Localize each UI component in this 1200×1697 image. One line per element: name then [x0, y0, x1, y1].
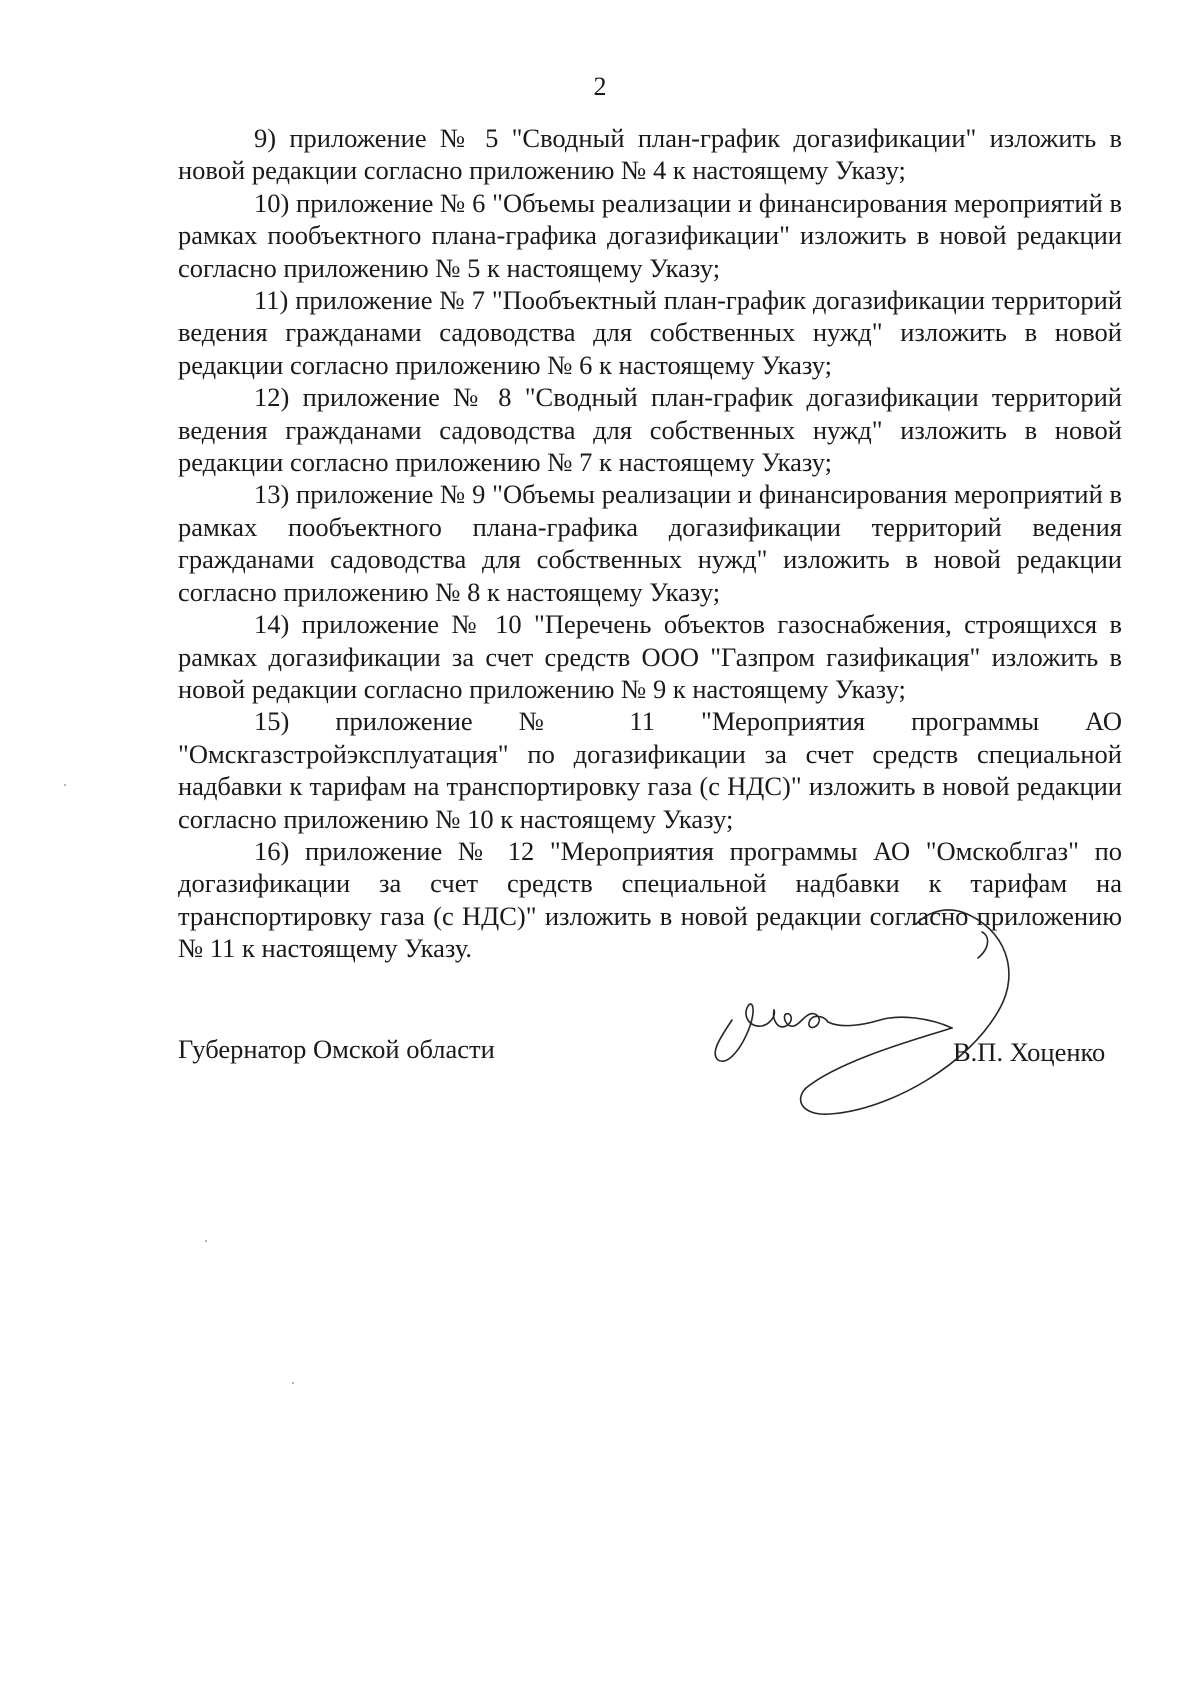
paragraph-item-15: 15) приложение № 11 "Мероприятия программы АО "Омскгазстройэксплуатация" по догазификации за счет средств специальной надбавки к тарифам на транспортировку газа (с НДС)" изложить в новой редакции согласно приложению № 10 к настоящему Указу; [178, 706, 1122, 834]
paragraph-item-9: 9) приложение № 5 "Сводный план-график догазификации" изложить в новой редакции согласно приложению № 4 к настоящему Указу; [178, 123, 1122, 186]
scan-dot [64, 784, 66, 786]
paragraph-item-10: 10) приложение № 6 "Объемы реализации и финансирования мероприятий в рамках пообъектного плана-графика догазификации" изложить в новой редакции согласно приложению № 5 к настоящему Указу; [178, 187, 1122, 283]
paragraph-item-12: 12) приложение № 8 "Сводный план-график догазификации территорий ведения гражданами садоводства для собственных нужд" изложить в новой редакции согласно приложению № 7 к настоящему Указу; [178, 382, 1122, 478]
paragraph-item-16: 16) приложение № 12 "Мероприятия программы АО "Омскоблгаз" по догазификации за счет средств специальной надбавки к тарифам на транспортировку газа (с НДС)" изложить в новой редакции согласно приложению № 11 к настоящему Указу. [178, 835, 1122, 964]
handwritten-signature [690, 888, 1090, 1128]
signatory-name: В.П. Хоценко [953, 1037, 1106, 1067]
paragraph-item-14: 14) приложение № 10 "Перечень объектов газоснабжения, строящихся в рамках догазификации за счет средств ООО "Газпром газификация" изложить в новой редакции согласно приложению № 9 к настоящему Указу; [178, 609, 1122, 704]
scan-dot [205, 1240, 207, 1242]
paragraph-item-11: 11) приложение № 7 "Пообъектный план-график догазификации территорий ведения гражданами садоводства для собственных нужд" изложить в новой редакции согласно приложению № 6 к настоящему Указу; [178, 285, 1122, 380]
document-body [178, 122, 1122, 965]
signatory-position: Губернатор Омской области [178, 1034, 495, 1064]
scan-dot [292, 1382, 294, 1384]
paragraph-item-13: 13) приложение № 9 "Объемы реализации и финансирования мероприятий в рамках пообъектного плана-графика догазификации территорий ведения гражданами садоводства для собственных нужд" изложить в новой редакции согласно приложению № 8 к настоящему Указу; [178, 479, 1122, 607]
page-number: 2 [593, 72, 607, 101]
